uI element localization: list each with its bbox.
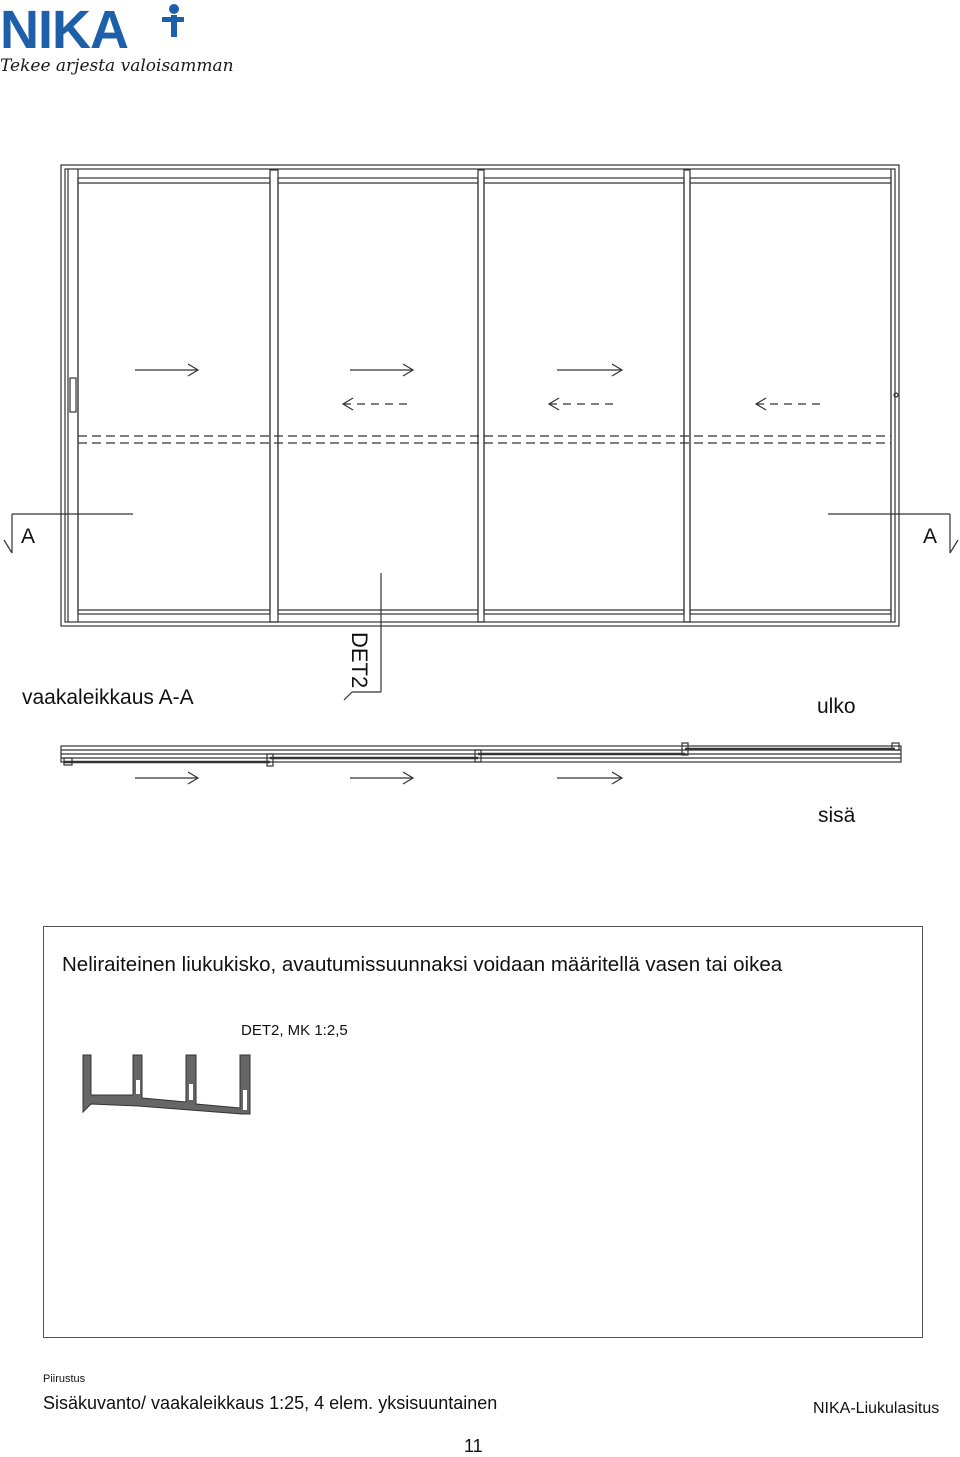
section-label-left: A (21, 525, 36, 548)
logo: NIKA (0, 0, 128, 60)
section-arrows (135, 772, 622, 784)
opening-arrows (135, 364, 622, 376)
lock-point (894, 393, 898, 397)
footer-title: Sisäkuvanto/ vaakaleikkaus 1:25, 4 elem. yksisuuntainen (43, 1393, 498, 1413)
panel-3 (478, 170, 684, 622)
horizontal-section (61, 743, 901, 766)
inside-label: sisä (818, 804, 856, 827)
footer-brand: NIKA-Liukulasitus (813, 1400, 940, 1417)
inner-frame (65, 169, 895, 622)
info-box-heading: Neliraiteinen liukukisko, avautumissuunnaksi voidaan määritellä vasen tai oikea (62, 953, 783, 976)
panel-1 (78, 178, 270, 614)
section-label-right: A (923, 525, 938, 548)
section-marker-a-right (828, 514, 958, 553)
outside-label: ulko (817, 695, 856, 718)
detail-label: DET2, MK 1:2,5 (241, 1022, 348, 1039)
rail-profile-detail (78, 1050, 258, 1120)
logo-tagline: Tekee arjesta valoisamman (0, 56, 234, 76)
footer-caption: Piirustus (43, 1373, 86, 1385)
outer-frame (61, 165, 899, 626)
panel-4 (684, 170, 891, 622)
section-title: vaakaleikkaus A-A (22, 686, 194, 709)
page-number: 11 (464, 1436, 483, 1456)
det2-callout-label: DET2 (347, 632, 372, 689)
panel-2 (270, 170, 478, 622)
handle-icon (70, 378, 76, 412)
info-box (43, 926, 923, 1338)
